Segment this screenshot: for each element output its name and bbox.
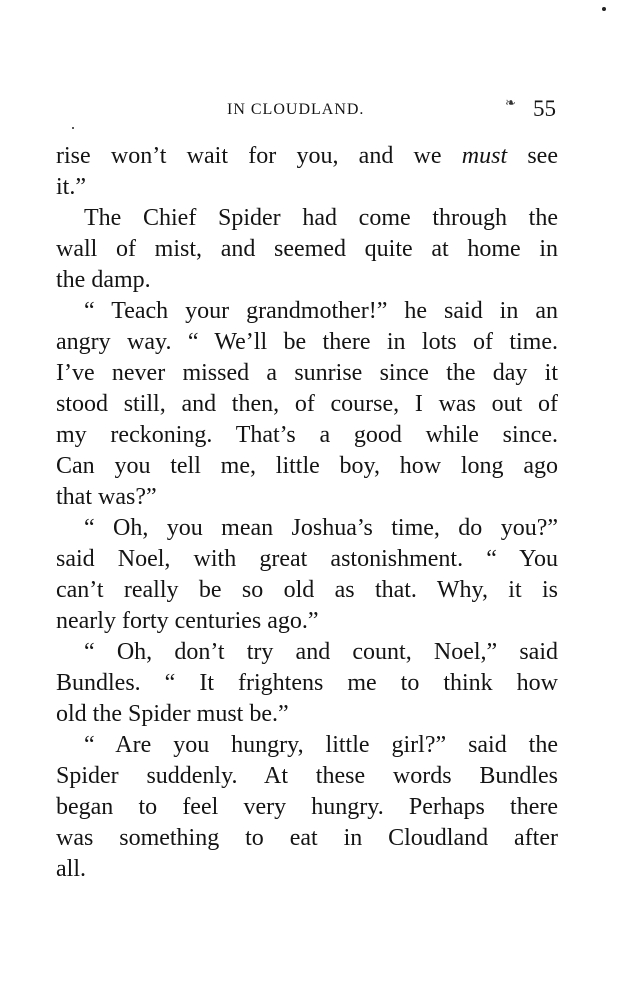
text-line: stood still, and then, of course, I was out of: [56, 391, 558, 417]
ornament-icon: ❧: [505, 95, 516, 110]
text-line: said Noel, with great astonishment. “ You: [56, 546, 558, 572]
text-line: all.: [56, 856, 86, 882]
text-line: that was?”: [56, 484, 157, 510]
text-line: “ Oh, you mean Joshua’s time, do you?”: [84, 515, 558, 541]
text-line: “ Are you hungry, little girl?” said the: [84, 732, 558, 758]
text-line: The Chief Spider had come through the: [84, 205, 558, 231]
text-line: I’ve never missed a sunrise since the day it: [56, 360, 558, 386]
text-line: the damp.: [56, 267, 151, 293]
ink-speck: [72, 127, 74, 129]
text-line: Spider suddenly. At these words Bundles: [56, 763, 558, 789]
emphasis: must: [461, 143, 508, 169]
text-line: “ Teach your grandmother!” he said in an: [84, 298, 558, 324]
text-line: began to feel very hungry. Perhaps there: [56, 794, 558, 820]
ink-speck: [602, 7, 606, 11]
text-line: Can you tell me, little boy, how long ago: [56, 453, 558, 479]
page-header: [56, 95, 556, 125]
running-head: IN CLOUDLAND.: [227, 101, 365, 118]
text-line: “ Oh, don’t try and count, Noel,” said: [84, 639, 558, 665]
text-line: rise won’t wait for you, and we must see: [56, 143, 558, 169]
text-line: it.”: [56, 174, 86, 200]
text-line: my reckoning. That’s a good while since.: [56, 422, 558, 448]
text-line: wall of mist, and seemed quite at home in: [56, 236, 558, 262]
text-line: can’t really be so old as that. Why, it is: [56, 577, 558, 603]
text-line: nearly forty centuries ago.”: [56, 608, 319, 634]
body-text: [56, 141, 558, 885]
text-line: Bundles. “ It frightens me to think how: [56, 670, 558, 696]
text-line: angry way. “ We’ll be there in lots of time.: [56, 329, 558, 355]
text-line: old the Spider must be.”: [56, 701, 289, 727]
text-line: was something to eat in Cloudland after: [56, 825, 558, 851]
page-number: 55: [533, 96, 556, 121]
